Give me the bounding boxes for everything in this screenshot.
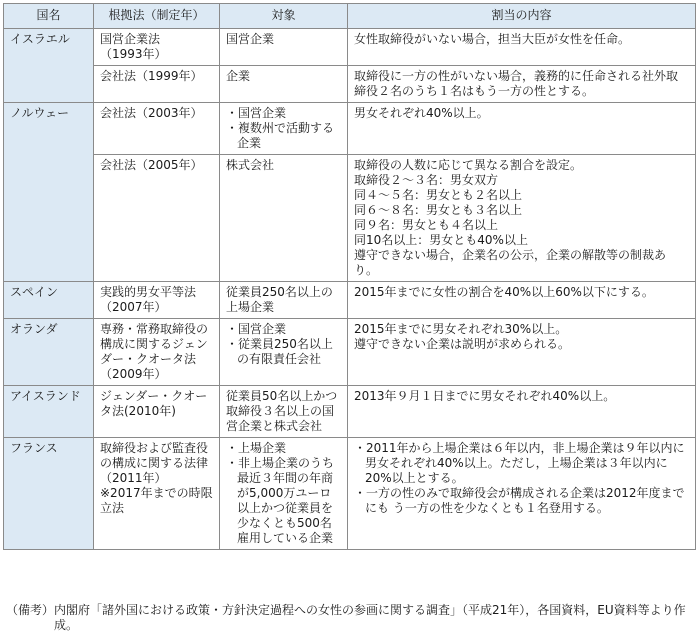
cell-line: 企業 [226,69,251,83]
law-cell [94,438,220,550]
target-cell [220,282,348,319]
country-cell: スペイン [4,282,94,319]
cell-line: ・複数州で活動する企業 [226,121,335,150]
table-row [4,29,696,66]
cell-line: 国営企業法 [100,32,161,46]
cell-line: ・2011年から上場企業は６年以内，非上場企業は９年以内に男女それぞれ40%以上。ただし，上場企業は３年以内に20%以上とする。 [354,441,685,485]
cell-line: ・国営企業 [226,106,287,120]
cell-line: 従業員50名以上かつ取締役３名以上の国営企業と株式会社 [226,389,338,433]
content-cell [348,66,696,103]
cell-line: 2015年までに女性の割合を40%以上60%以下にする。 [354,285,654,299]
target-cell [220,438,348,550]
cell-line: 会社法（2003年） [100,106,203,120]
law-cell [94,319,220,386]
content-cell [348,438,696,550]
header-content: 割当の内容 [348,4,696,29]
table-row [4,103,696,155]
header-country: 国名 [4,4,94,29]
cell-line: ・上場企業 [226,441,287,455]
cell-line: 従業員250名以上の上場企業 [226,285,333,314]
law-cell [94,282,220,319]
cell-line: 2015年までに男女それぞれ30%以上。 [354,322,568,336]
cell-line: 専務・常務取締役の構成に関するジェンダー・クオータ法（2009年） [100,322,209,381]
table-row [4,386,696,438]
target-cell [220,66,348,103]
table-row [4,319,696,386]
cell-line: （2007年） [100,300,167,314]
content-cell [348,386,696,438]
target-cell [220,103,348,155]
cell-line: ジェンダー・クオータ法(2010年) [100,389,208,418]
cell-line: 取締役および監査役の構成に関する法律（2011年） [100,441,209,485]
header-row [4,4,696,29]
table-row [4,155,696,282]
cell-line: 取締役の人数に応じて異なる割合を設定。 [354,158,583,172]
table-body [4,29,696,550]
target-cell [220,319,348,386]
country-cell: フランス [4,438,94,550]
cell-line: 株式会社 [226,158,275,172]
target-cell [220,155,348,282]
table-row [4,282,696,319]
quota-law-table [3,3,696,550]
content-cell [348,103,696,155]
country-cell: イスラエル [4,29,94,103]
cell-line: ・国営企業 [226,322,287,336]
cell-line: ※2017年までの時限立法 [100,486,213,515]
content-cell [348,282,696,319]
cell-line: 2013年９月１日までに男女それぞれ40%以上。 [354,389,616,403]
table-row [4,66,696,103]
cell-line: ・非上場企業のうち最近３年間の年商が5,000万ユーロ以上かつ従業員を少なくとも500名雇用している企業 [226,456,335,545]
law-cell [94,155,220,282]
content-cell [348,319,696,386]
cell-line: 同10名以上：男女とも40%以上 [354,233,528,247]
cell-line: 女性取締役がいない場合，担当大臣が女性を任命。 [354,32,631,46]
note-label: （備考） [6,603,55,617]
cell-line: 取締役２～３名：男女双方 [354,173,499,187]
header-target: 対象 [220,4,348,29]
country-cell: アイスランド [4,386,94,438]
cell-line: 男女それぞれ40%以上。 [354,106,489,120]
cell-line: 同６～８名：男女とも３名以上 [354,203,523,217]
note-text: 内閣府「諸外国における政策・方針決定過程への女性の参画に関する調査」（平成21年），各国資料，EU資料等より作成。 [54,603,686,632]
target-cell [220,29,348,66]
cell-line: 会社法（2005年） [100,158,203,172]
law-cell [94,29,220,66]
cell-line: 遵守できない企業は説明が求められる。 [354,337,571,351]
header-law: 根拠法（制定年） [94,4,220,29]
content-cell [348,29,696,66]
cell-line: 実践的男女平等法 [100,285,197,299]
cell-line: 同４～５名：男女とも２名以上 [354,188,523,202]
cell-line: 国営企業 [226,32,275,46]
cell-line: 会社法（1999年） [100,69,203,83]
target-cell [220,386,348,438]
content-cell [348,155,696,282]
cell-line: ・従業員250名以上の有限責任会社 [226,337,333,366]
law-cell [94,103,220,155]
law-cell [94,386,220,438]
cell-line: 同９名：男女とも４名以上 [354,218,499,232]
cell-line: ・一方の性のみで取締役会が構成される企業は2012年度までにも う一方の性を少なくとも１名登用する。 [354,486,685,515]
law-cell [94,66,220,103]
country-cell: ノルウェー [4,103,94,282]
cell-line: 取締役に一方の性がいない場合，義務的に任命される社外取締役２名のうち１名はもう一方の性とする。 [354,69,679,98]
country-cell: オランダ [4,319,94,386]
table-row [4,438,696,550]
cell-line: 遵守できない場合，企業名の公示，企業の解散等の制裁あり。 [354,248,667,277]
cell-line: （1993年） [100,47,167,61]
